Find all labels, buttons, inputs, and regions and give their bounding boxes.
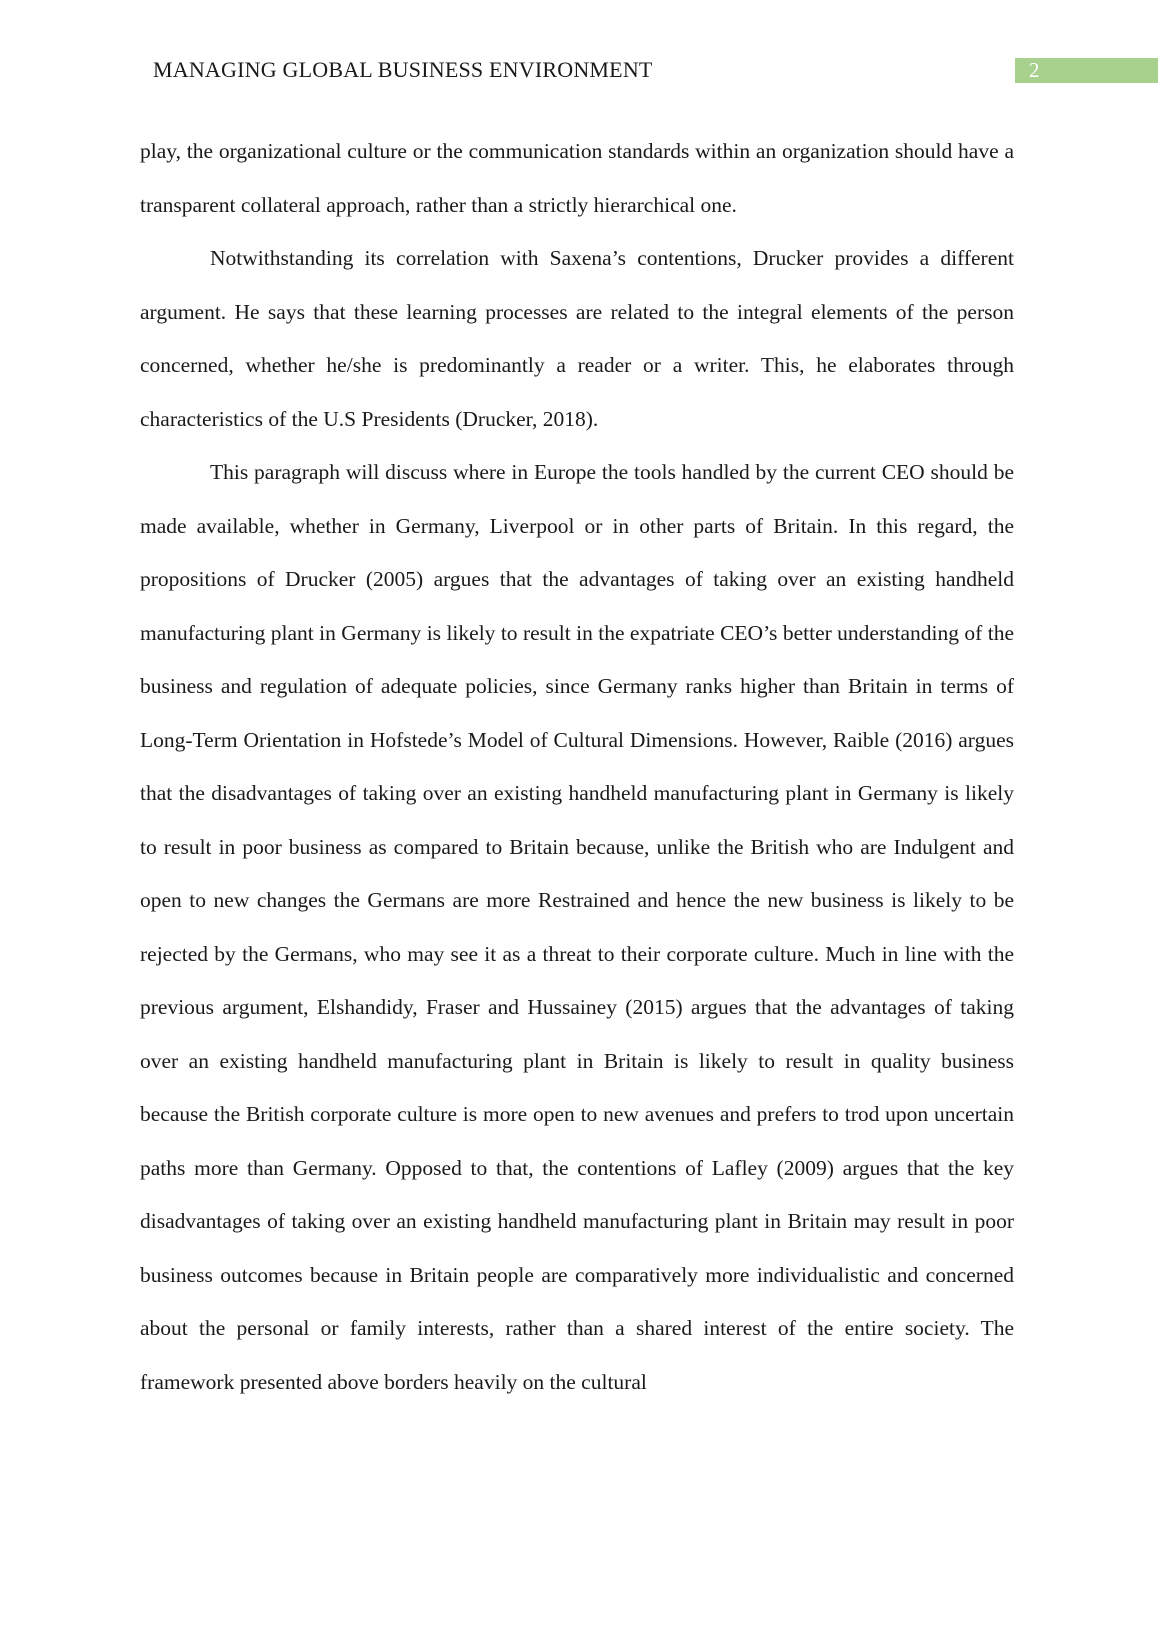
page-number-badge (1015, 58, 1158, 83)
paragraph-continuation: play, the organizational culture or the communication standards within an organization should have a transparent collateral approach, rather than a strictly hierarchical one. (140, 139, 1014, 217)
paragraph-europe-location: This paragraph will discuss where in Europe the tools handled by the current CEO should be made available, whether in Germany, Liverpool or in other parts of Britain. In this regard, the propositions of Drucker (2005) argues that the advantages of taking over an existing handheld manufacturing plant in Germany is likely to result in the expatriate CEO’s better understanding of the business and regulation of adequate policies, since Germany ranks higher than Britain in terms of Long-Term Orientation in Hofstede’s Model of Cultural Dimensions. However, Raible (2016) argues that the disadvantages of taking over an existing handheld manufacturing plant in Germany is likely to result in poor business as compared to Britain because, unlike the British who are Indulgent and open to new changes the Germans are more Restrained and hence the new business is likely to be rejected by the Germans, who may see it as a threat to their corporate culture. Much in line with the previous argument, Elshandidy, Fraser and Hussainey (2015) argues that the advantages of taking over an existing handheld manufacturing plant in Britain is likely to result in quality business because the British corporate culture is more open to new avenues and prefers to trod upon uncertain paths more than Germany. Opposed to that, the contentions of Lafley (2009) argues that the key disadvantages of taking over an existing handheld manufacturing plant in Britain may result in poor business outcomes because in Britain people are comparatively more individualistic and concerned about the personal or family interests, rather than a shared interest of the entire society. The framework presented above borders heavily on the cultural (140, 460, 1014, 1394)
running-header-title: MANAGING GLOBAL BUSINESS ENVIRONMENT (153, 57, 653, 82)
page-number: 2 (1029, 58, 1040, 82)
document-body (140, 125, 1014, 1409)
paragraph-drucker-argument: Notwithstanding its correlation with Saxena’s contentions, Drucker provides a different argument. He says that these learning processes are related to the integral elements of the person concerned, whether he/she is predominantly a reader or a writer. This, he elaborates through characteristics of the U.S Presidents (Drucker, 2018). (140, 246, 1014, 431)
